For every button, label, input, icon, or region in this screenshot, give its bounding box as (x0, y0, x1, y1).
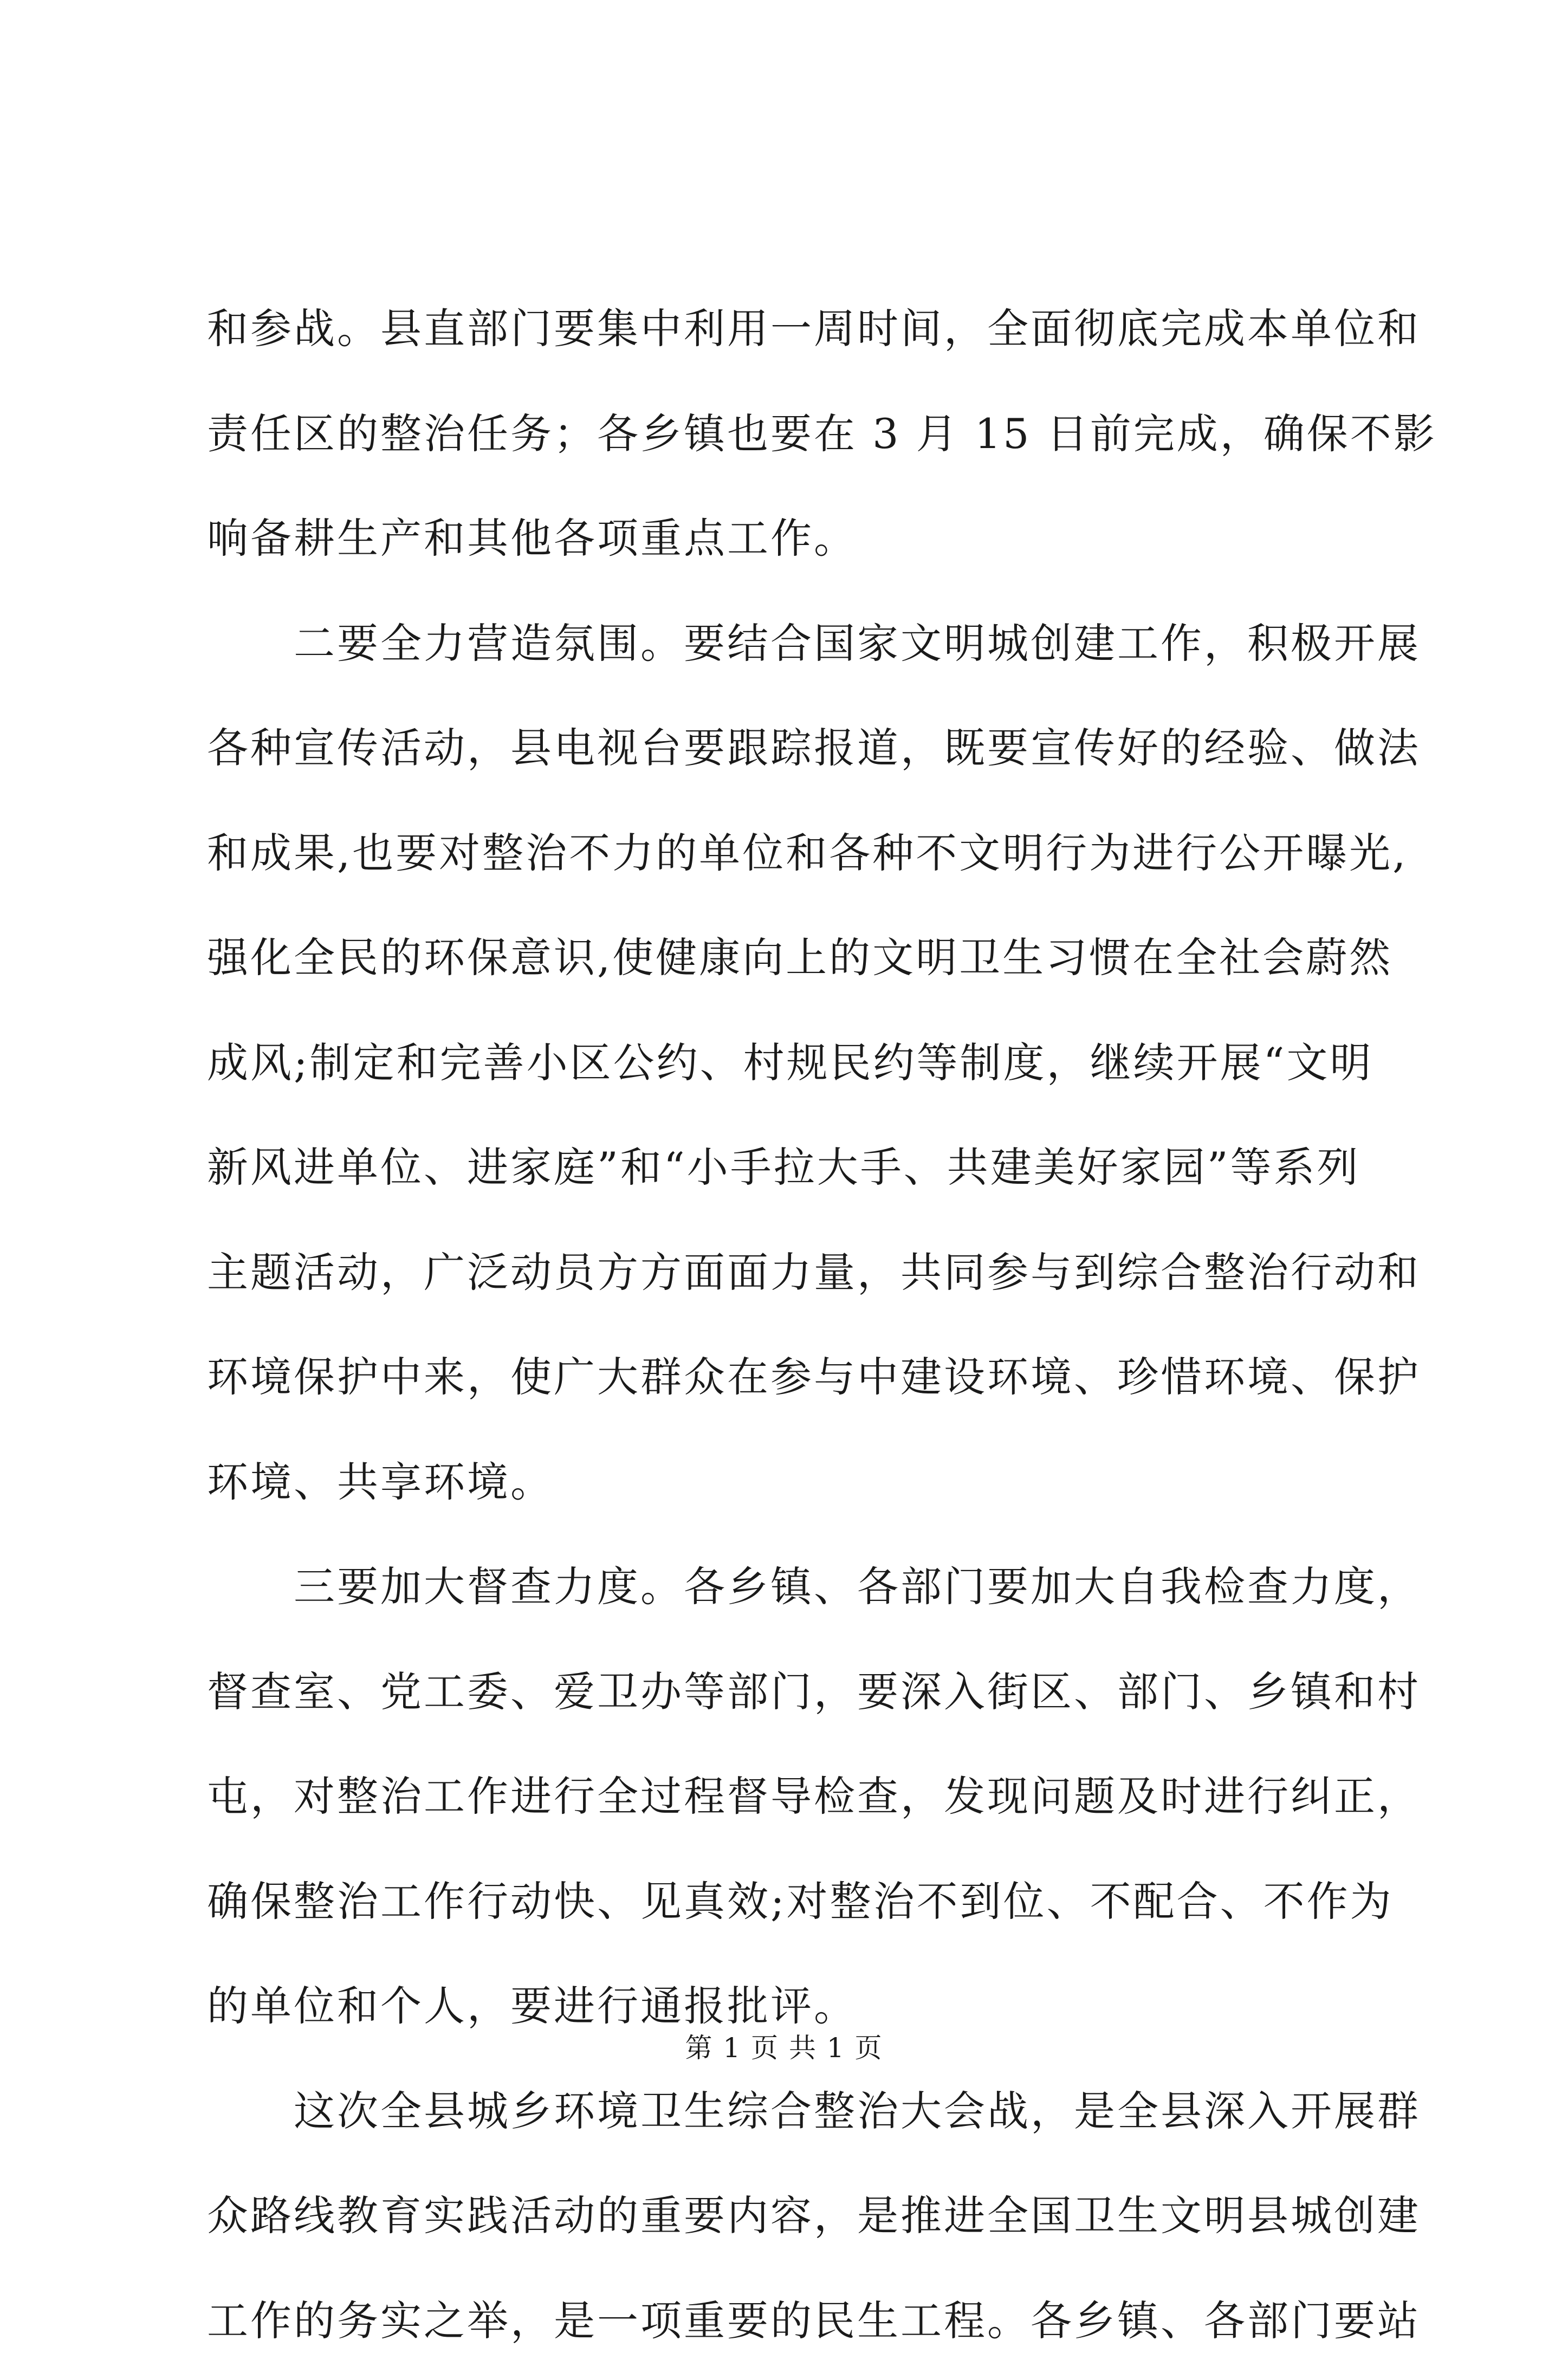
text-line: 成风;制定和完善小区公约、村规民约等制度，继续开展“文明 (207, 1010, 1361, 1116)
text-line: 响备耕生产和其他各项重点工作。 (207, 486, 1361, 591)
page-footer: 第 1 页 共 1 页 (0, 2026, 1568, 2065)
text-line: 二要全力营造氛围。要结合国家文明城创建工作，积极开展 (207, 591, 1361, 696)
text-line: 主题活动，广泛动员方方面面力量，共同参与到综合整治行动和 (207, 1220, 1361, 1325)
text-line: 环境保护中来，使广大群众在参与中建设环境、珍惜环境、保护 (207, 1325, 1361, 1430)
text-line: 确保整治工作行动快、见真效;对整治不到位、不配合、不作为 (207, 1849, 1361, 1954)
text-line: 众路线教育实践活动的重要内容，是推进全国卫生文明县城创建 (207, 2163, 1361, 2268)
text-line: 工作的务实之举，是一项重要的民生工程。各乡镇、各部门要站 (207, 2268, 1361, 2373)
text-line: 和成果,也要对整治不力的单位和各种不文明行为进行公开曝光, (207, 801, 1361, 906)
text-line: 三要加大督查力度。各乡镇、各部门要加大自我检查力度， (207, 1534, 1361, 1639)
text-line: 强化全民的环保意识,使健康向上的文明卫生习惯在全社会蔚然 (207, 905, 1361, 1010)
text-line: 各种宣传活动，县电视台要跟踪报道，既要宣传好的经验、做法 (207, 696, 1361, 801)
text-line: 和参战。县直部门要集中利用一周时间，全面彻底完成本单位和 (207, 276, 1361, 381)
text-line: 环境、共享环境。 (207, 1430, 1361, 1535)
text-line: 屯，对整治工作进行全过程督导检查，发现问题及时进行纠正， (207, 1744, 1361, 1849)
text-line: 的单位和个人，要进行通报批评。 (207, 1954, 1361, 2059)
text-line: 责任区的整治任务；各乡镇也要在 3 月 15 日前完成，确保不影 (207, 381, 1361, 487)
text-line: 这次全县城乡环境卫生综合整治大会战，是全县深入开展群 (207, 2059, 1361, 2164)
text-line: 督查室、党工委、爱卫办等部门，要深入街区、部门、乡镇和村 (207, 1639, 1361, 1745)
text-line: 新风进单位、进家庭”和“小手拉大手、共建美好家园”等系列 (207, 1115, 1361, 1220)
